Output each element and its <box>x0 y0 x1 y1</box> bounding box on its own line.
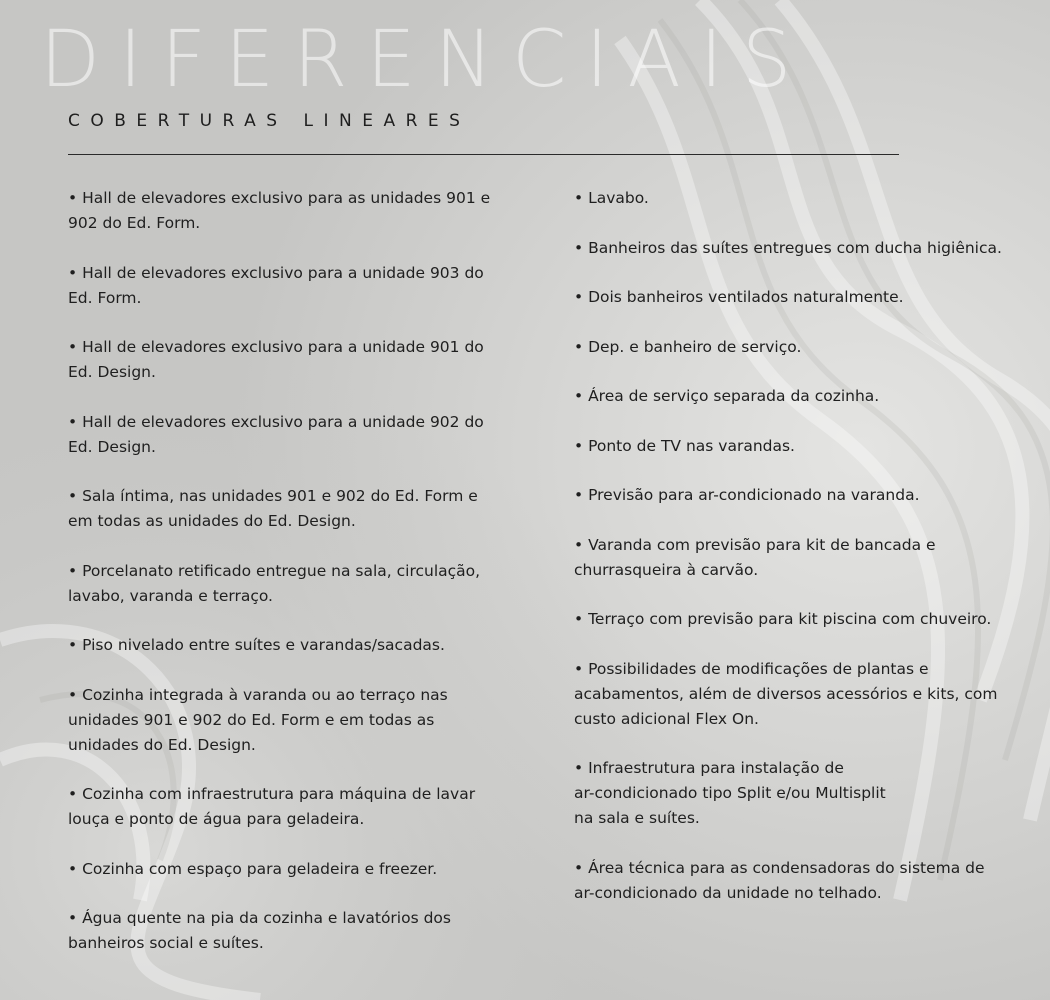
list-item: • Hall de elevadores exclusivo para a unidade 903 do Ed. Form. <box>68 263 484 307</box>
list-item: • Banheiros das suítes entregues com ducha higiênica. <box>574 238 1002 257</box>
list-item: • Possibilidades de modificações de plantas e acabamentos, além de diversos acessórios e kits, com custo adicional Flex On. <box>574 659 998 728</box>
list-item: • Infraestrutura para instalação de ar-condicionado tipo Split e/ou Multisplit na sala e suítes. <box>574 759 886 827</box>
features-list-right <box>574 186 1014 930</box>
list-item: • Hall de elevadores exclusivo para a unidade 901 do Ed. Design. <box>68 338 484 381</box>
list-item: • Hall de elevadores exclusivo para as unidades 901 e 902 do Ed. Form. <box>68 189 491 232</box>
list-item: • Área de serviço separada da cozinha. <box>574 387 880 405</box>
list-item: • Sala íntima, nas unidades 901 e 902 do Ed. Form e em todas as unidades do Ed. Design. <box>68 487 478 530</box>
list-item: • Cozinha com espaço para geladeira e freezer. <box>68 859 438 878</box>
list-item: • Lavabo. <box>574 189 649 207</box>
list-item: • Varanda com previsão para kit de bancada e churrasqueira à carvão. <box>574 535 936 579</box>
list-item: • Terraço com previsão para kit piscina com chuveiro. <box>574 610 992 628</box>
list-item: • Porcelanato retificado entregue na sala, circulação, lavabo, varanda e terraço. <box>68 561 481 605</box>
section-subtitle: COBERTURAS LINEARES <box>68 111 471 131</box>
page-title: DIFERENCIAIS <box>40 15 811 105</box>
list-item: • Previsão para ar-condicionado na varanda. <box>574 486 920 504</box>
list-item: • Dois banheiros ventilados naturalmente. <box>574 288 904 306</box>
features-list-left <box>68 186 500 981</box>
list-item: • Cozinha integrada à varanda ou ao terraço nas unidades 901 e 902 do Ed. Form e em todas as unidades do Ed. Design. <box>68 685 448 754</box>
list-item: • Piso nivelado entre suítes e varandas/sacadas. <box>68 636 445 654</box>
list-item: • Ponto de TV nas varandas. <box>574 436 795 455</box>
list-item: • Dep. e banheiro de serviço. <box>574 337 802 356</box>
list-item: • Cozinha com infraestrutura para máquina de lavar louça e ponto de água para geladeira. <box>68 785 476 828</box>
list-item: • Hall de elevadores exclusivo para a unidade 902 do Ed. Design. <box>68 412 484 456</box>
list-item: • Área técnica para as condensadoras do sistema de ar-condicionado da unidade no telhado. <box>574 858 985 902</box>
divider-line <box>68 154 899 155</box>
list-item: • Água quente na pia da cozinha e lavatórios dos banheiros social e suítes. <box>68 909 451 952</box>
